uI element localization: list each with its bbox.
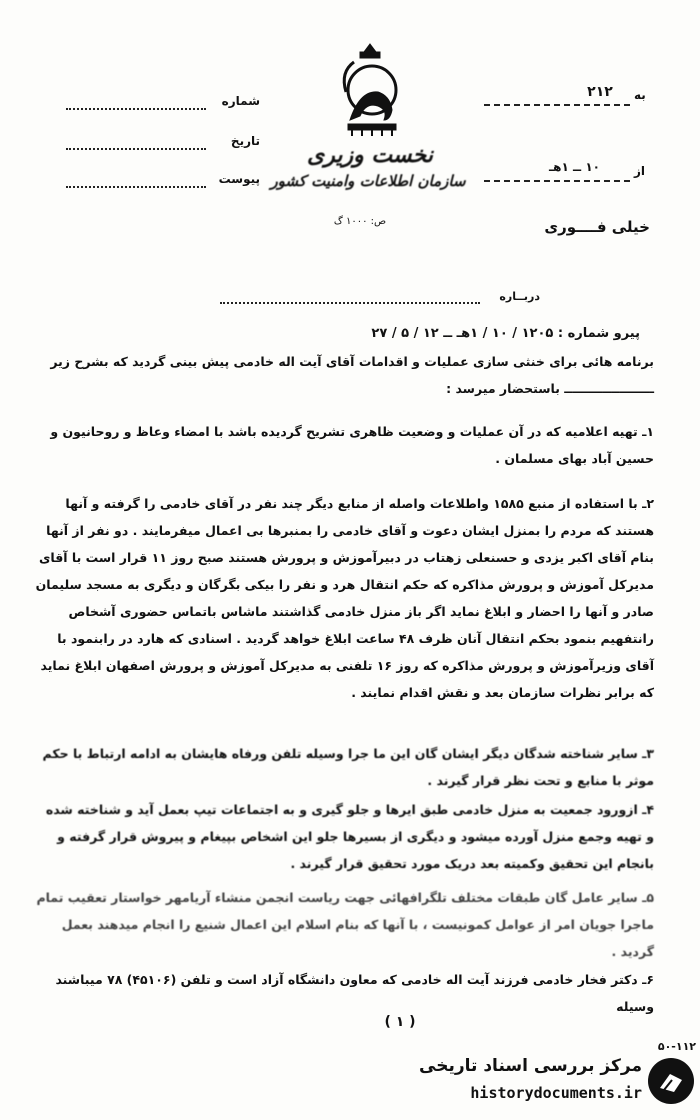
reference-line: پیرو شماره : ۱۲۰۵ / ۱۰ / ۱هـ ــ ۱۲ / ۵ / ۲۷	[371, 326, 640, 341]
from-dashed-line	[484, 180, 630, 182]
paragraph-4: ۴ـ ازورود جمعیت به منزل خادمی طبق ایرها و جلو گیری و به اجتماعات تیپ بعمل آید و شناخته شده و تهیه وجمع منزل آورده میشود و دیگری از بسیرها جلو این اشخاص بپیغام و پیروش قرار گرفته و بانجام این تحقیق وکمیته بعد دریک مورد تحقیق قرار گیرند .	[45, 802, 654, 871]
to-dashed-line	[484, 104, 630, 106]
page-number: ( ۱ )	[384, 1014, 416, 1030]
archive-watermark	[394, 1054, 694, 1114]
paragraph-intro: برنامه هائی برای خنثی سازی عملیات و اقدامات آقای آیت اله خادمی پیش بینی گردید که بشرح زیر ـــــــــــــــــــــ باستحضار میرسد :	[50, 354, 654, 396]
date-label: تاریخ	[230, 134, 260, 148]
number-label: شماره	[221, 94, 260, 108]
from-value: ۱۰ ــ ۱هـ	[549, 160, 600, 174]
to-value: ۲۱۲	[587, 84, 613, 100]
paragraph-6: ۶ـ دکتر فخار خادمی فرزند آیت اله خادمی که معاون دانشگاه آزاد است و تلفن (۴۵۱۰۶) ۷۸ میباشند وسیله	[55, 972, 654, 1014]
archive-name: مرکز بررسی اسناد تاریخی	[419, 1056, 642, 1076]
office-code: ص: ۱۰۰۰ گ	[333, 216, 387, 227]
number-dotted-line	[66, 108, 206, 110]
paragraph-5: ۵ـ سایر عامل گان طبقات مختلف تلگرافهائی جهت ریاست انجمن منشاء آریامهر خواستار تعقیب تمام ماجرا جویان امر از عوامل کمونیست ، با آنها که بنام اسلام این اعمال شنیع را انجام میدهند بعمل گردید .	[36, 890, 654, 959]
archive-logo-icon	[648, 1058, 694, 1104]
classification: خیلی فــــوری	[544, 218, 650, 236]
paragraph-3: ۳ـ سایر شناخته شدگان دیگر ایشان گان این ما جرا وسیله تلفن ورفاه هایشان به ادامه ارتباط با حکم موثر با منابع و تحت نظر قرار گیرند .	[42, 746, 654, 788]
ministry-title: نخست وزیری	[307, 142, 433, 168]
paragraph-2: ۲ـ با استفاده از منبع ۱۵۸۵ واطلاعات واصله از منابع دیگر چند نفر در آقای خادمی را گرفته و آنها هستند که مردم را بمنزل ایشان دعوت و آقای خادمی را بمنبرها بی اعمال میفرمایند . دو نفر از آنها بنام آقای اکبر یزدی و حسنعلی زهتاب در دبیرآموزش و پرورش هستند صبح روز ۱۱ قرار است با آقای مدیرکل آموزش و پرورش مذاکره که حکم انتقال هرد و نفر را بیکی بگرگان و دیگری به مسجد سلیمان صادر و آنها را احضار و ابلاغ نماید اگر باز منزل خادمی گذاشتند ماشاس باتماس حضوری آشخاص رانتفهیم بنمود بحکم انتقال آنان ظرف ۴۸ ساعت ابلاغ خواهد گردید . اسنادی که هارد در رابنمود با آقای وزیرآموزش و پرورش مذاکره که روز ۱۶ تلفنی به مدیرکل آموزش و پرورش اصفهان ابلاغ نماید که برابر نظرات سازمان بعد و نقش اقدام نمایند .	[35, 496, 654, 700]
date-dotted-line	[66, 148, 206, 150]
lion-and-sun-emblem	[330, 40, 410, 140]
paragraph-1: ۱ـ تهیه اعلامیه که در آن عملیات و وضعیت ظاهری تشریح گردیده باشد با امضاء وعاظ و روحانیون و حسین آباد بهای مسلمان .	[50, 424, 654, 466]
subject-dotted-line	[220, 302, 480, 304]
archive-url: historydocuments.ir	[470, 1084, 642, 1102]
document-code: ۵۰-۱۱۲	[657, 1040, 696, 1053]
from-label: از	[634, 164, 646, 178]
subject-label: دربــاره	[499, 290, 540, 303]
attachment-dotted-line	[66, 186, 206, 188]
attachment-label: پیوست	[218, 172, 260, 186]
organization-title: سازمان اطلاعات وامنیت کشور	[270, 172, 466, 190]
to-label: به	[634, 88, 646, 102]
